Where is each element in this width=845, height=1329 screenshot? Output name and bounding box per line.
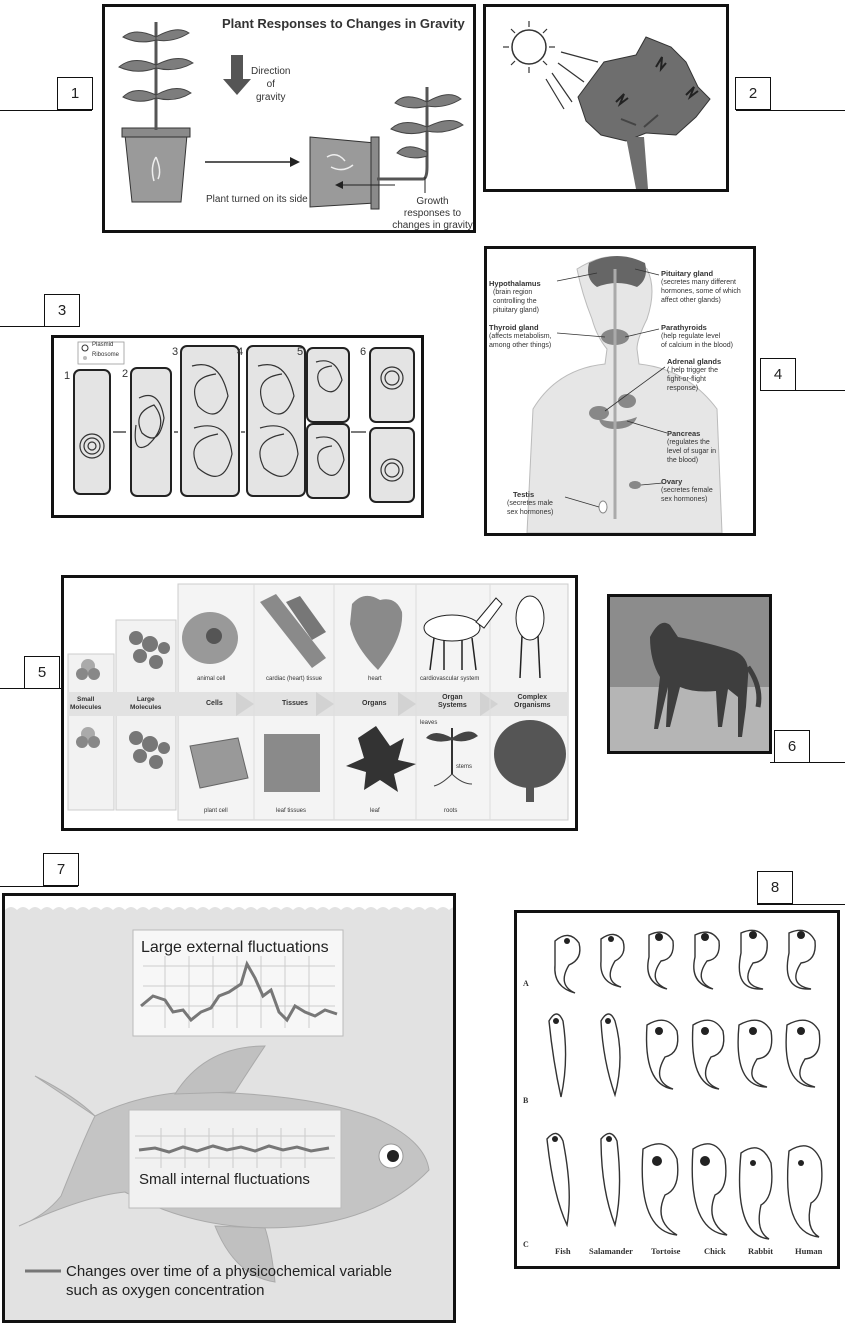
panel-homeostasis [2,893,456,1323]
parathyroids-title: Parathyroids [661,323,707,332]
panel-embryos [514,910,840,1269]
label-3: 3 [44,294,80,327]
panel-wolf-photo [607,594,772,754]
organ-systems-label: Organ Systems [438,694,467,709]
species-tortoise: Tortoise [651,1246,681,1256]
cells-label: Cells [206,700,223,707]
species-fish: Fish [555,1246,571,1256]
panel-endocrine [484,246,756,536]
stems-caption: stems [456,764,473,770]
leaf-tissues-caption: leaf tissues [276,808,307,814]
species-human: Human [795,1246,823,1256]
leaf-caption: leaf [370,808,380,814]
cell-division-illustration [54,338,421,515]
pancreas-title: Pancreas [667,429,701,438]
wolf-photo [610,597,769,751]
step-1: 1 [64,370,71,382]
external-fluctuations-label: Large external fluctuations [141,939,329,956]
plasmid-legend: Plasmid [92,342,114,348]
large-molecules-label: Large Molecules [130,696,162,711]
embryos-illustration [517,913,837,1266]
cardiac-tissue-caption: cardiac (heart) tissue [266,676,323,682]
pituitary-title: Pituitary gland [661,269,714,278]
thyroid-desc: (affects metabolism, among other things) [489,333,552,349]
label-8: 8 [757,871,793,904]
plant-turned-label: Plant turned on its side [206,194,308,205]
growth-responses-label: Growth responses to changes in gravity [392,196,473,231]
internal-fluctuations-label: Small internal fluctuations [139,1171,310,1188]
animal-cell-caption: animal cell [197,676,226,682]
hypothalamus-title: Hypothalamus [489,279,541,288]
row-a-label: A [523,979,529,988]
ovary-desc: (secretes female sex hormones) [661,487,713,503]
gravitropism-title: Plant Responses to Changes in Gravity [222,16,465,31]
panel-cell-division [51,335,424,518]
label-line-2 [736,110,845,111]
species-rabbit: Rabbit [748,1246,774,1256]
step-3: 3 [172,346,179,358]
panel-sun-tree [483,4,729,192]
organs-label: Organs [362,700,387,707]
step-5: 5 [297,346,304,358]
plant-cell-caption: plant cell [204,808,228,814]
row-b-label: B [523,1096,529,1105]
direction-of-gravity-label: Direction of gravity [251,66,291,103]
step-4: 4 [237,346,244,358]
testis-title: Testis [513,490,535,499]
hypothalamus-desc: (brain region controlling the pituitary gland) [493,289,539,314]
tissues-label: Tissues [282,700,308,707]
species-chick: Chick [704,1246,726,1256]
label-line-7 [0,886,78,887]
sun-icon [503,21,555,73]
label-1: 1 [57,77,93,110]
complex-organisms-label: Complex Organisms [514,694,551,709]
ribosome-legend: Ribosome [92,352,120,358]
parathyroids-desc: (help regulate level of calcium in the blood) [661,333,733,349]
species-salamander: Salamander [589,1246,633,1256]
pituitary-desc: (secretes many different hormones, some of which affect other glands) [661,279,741,304]
step-2: 2 [122,368,129,380]
sun-tree-illustration [486,7,726,189]
testis-desc: (secretes male sex hormones) [507,500,554,516]
label-6: 6 [774,730,810,763]
adrenal-desc: ( help trigger the fight-or-flight response) [667,367,718,392]
label-line-8 [757,904,845,905]
adrenal-title: Adrenal glands [667,357,722,366]
pancreas-desc: (regulates the level of sugar in the blood) [667,439,717,464]
cardiovascular-caption: cardiovascular system [420,676,480,682]
leaves-caption: leaves [420,720,438,726]
panel-organization-levels [61,575,578,831]
roots-caption: roots [444,808,458,814]
ovary-title: Ovary [661,477,683,486]
homeostasis-legend: Changes over time of a physicochemical variable such as oxygen concentration [66,1263,392,1299]
panel-gravitropism [102,4,476,233]
step-6: 6 [360,346,367,358]
label-2: 2 [735,77,771,110]
heart-caption: heart [368,676,382,682]
label-line-1 [0,110,92,111]
thyroid-title: Thyroid gland [489,323,539,332]
homeostasis-illustration [5,896,453,1320]
label-5: 5 [24,656,60,689]
label-4: 4 [760,358,796,391]
small-molecules-label: Small Molecules [70,696,102,711]
label-7: 7 [43,853,79,886]
row-c-label: C [523,1240,529,1249]
